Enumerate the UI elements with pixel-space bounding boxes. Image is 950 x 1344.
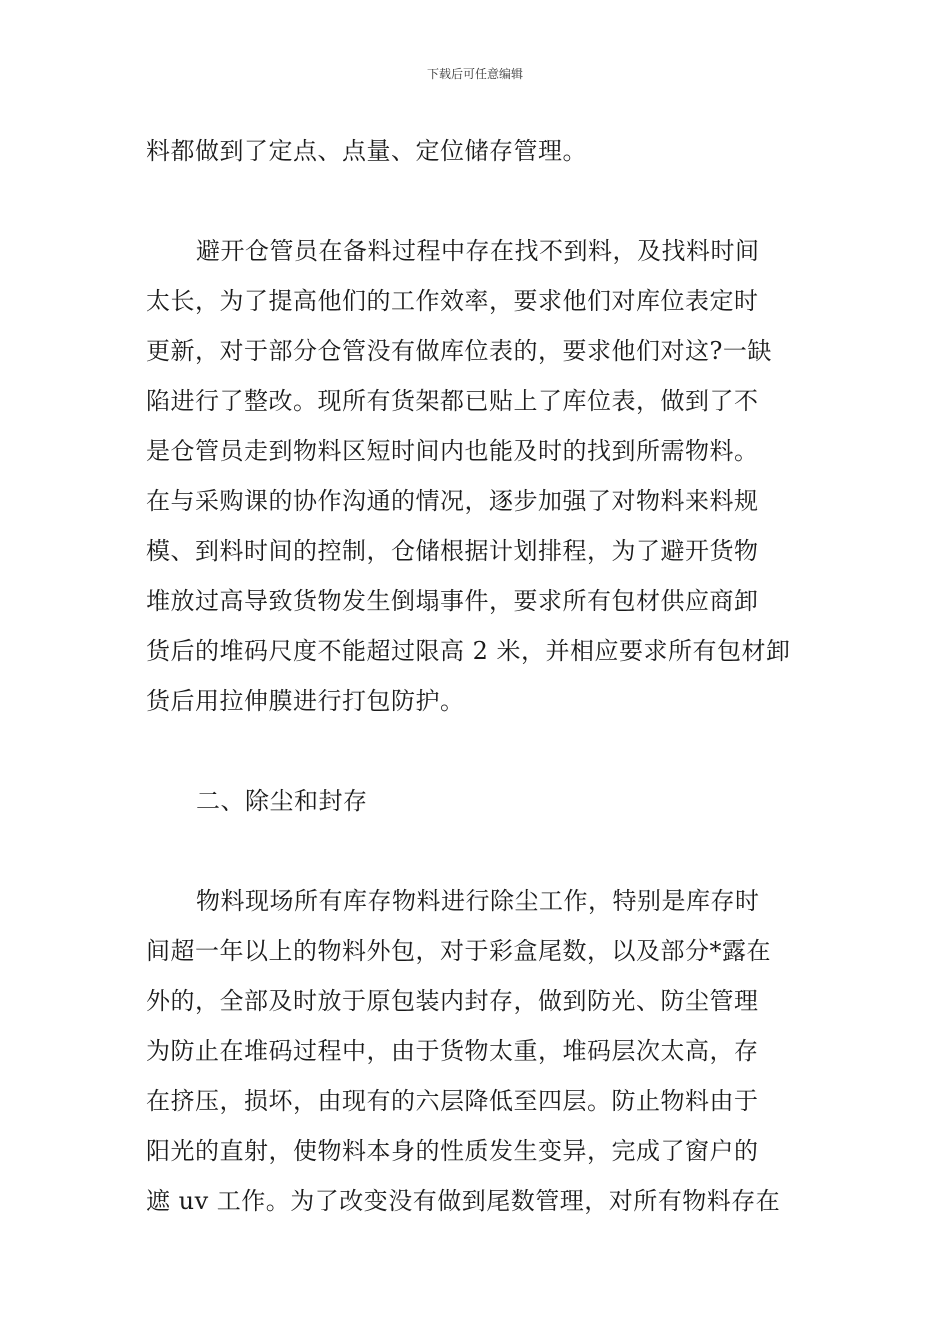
- paragraph-line: 更新，对于部分仓管没有做库位表的，要求他们对这?一缺: [146, 337, 772, 365]
- paragraph-line: 太长，为了提高他们的工作效率，要求他们对库位表定时: [146, 287, 759, 315]
- paragraph-line: 间超一年以上的物料外包，对于彩盒尾数，以及部分*露在: [146, 937, 771, 965]
- paragraph-line: 模、到料时间的控制，仓储根据计划排程，为了避开货物: [146, 537, 759, 565]
- paragraph-gap: [146, 726, 811, 776]
- paragraph-line: 遮 uv 工作。为了改变没有做到尾数管理，对所有物料存在: [146, 1187, 781, 1215]
- paragraph-line: 外的，全部及时放于原包装内封存，做到防光、防尘管理: [146, 987, 759, 1015]
- page-header: 下载后可任意编辑: [426, 67, 523, 81]
- paragraph-line: 货后用拉伸膜进行打包防护。: [146, 687, 465, 715]
- paragraph-line: 物料现场所有库存物料进行除尘工作，特别是库存时: [196, 887, 760, 915]
- paragraph-line: 货后的堆码尺度不能超过限高 2 米，并相应要求所有包材卸: [146, 637, 791, 665]
- paragraph-line: 阳光的直射，使物料本身的性质发生变异，完成了窗户的: [146, 1137, 759, 1165]
- paragraph-line: 陷进行了整改。现所有货架都已贴上了库位表，做到了不: [146, 387, 759, 415]
- paragraph-line: 为防止在堆码过程中，由于货物太重，堆码层次太高，存: [146, 1037, 759, 1065]
- section-heading: 二、除尘和封存: [196, 787, 368, 815]
- paragraph-gap: [146, 176, 811, 226]
- paragraph-line: 避开仓管员在备料过程中存在找不到料，及找料时间: [196, 237, 760, 265]
- paragraph-line: 在与采购课的协作沟通的情况，逐步加强了对物料来料规: [146, 487, 759, 515]
- paragraph-line: 在挤压，损坏，由现有的六层降低至四层。防止物料由于: [146, 1087, 759, 1115]
- paragraph-line: 堆放过高导致货物发生倒塌事件，要求所有包材供应商卸: [146, 587, 759, 615]
- document-body: [146, 126, 811, 1226]
- paragraph-line: 是仓管员走到物料区短时间内也能及时的找到所需物料。: [146, 437, 759, 465]
- paragraph-gap: [146, 826, 811, 876]
- paragraph-line: 料都做到了定点、点量、定位储存管理。: [146, 137, 587, 165]
